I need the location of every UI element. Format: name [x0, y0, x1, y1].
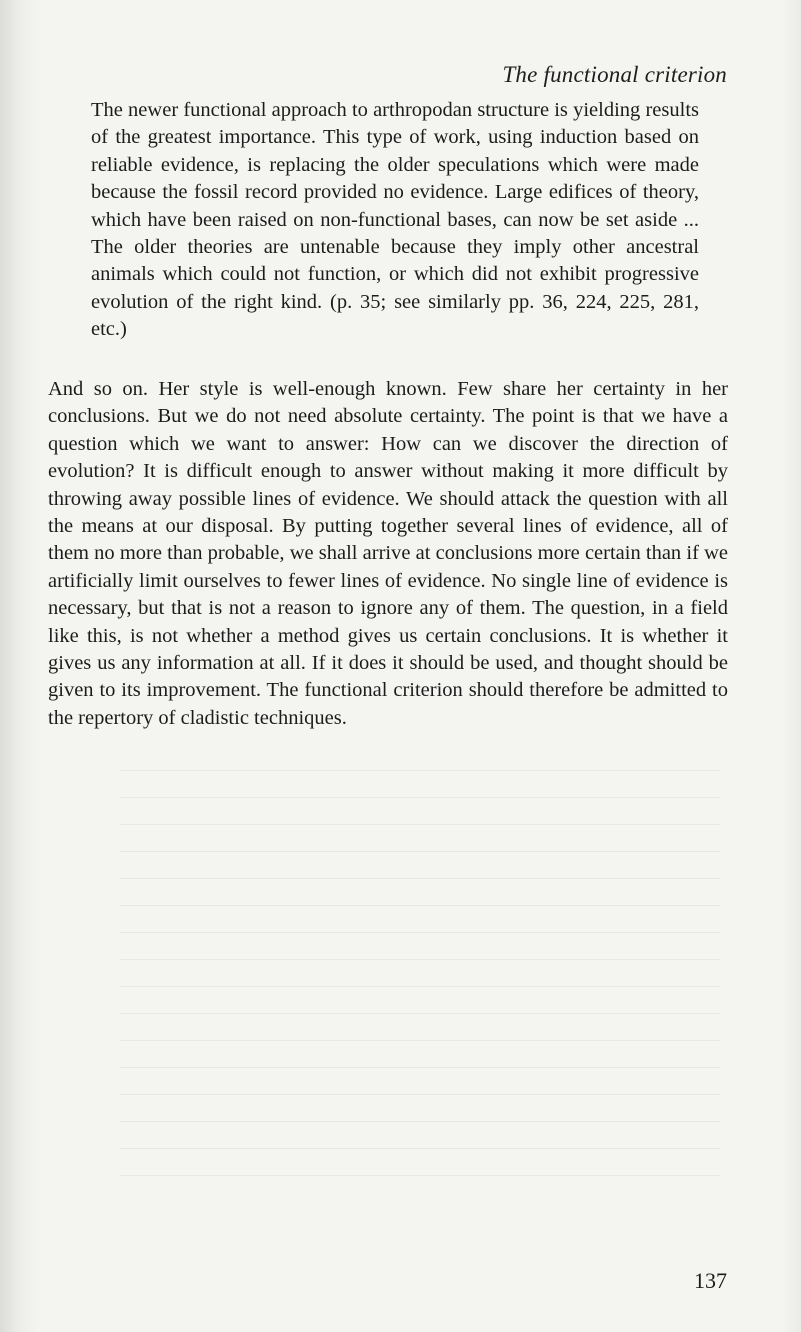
show-through-texture: [120, 770, 720, 1190]
block-quote: The newer functional approach to arthropodan structure is yielding results of the greatest importance. This type of work, using induction based on reliable evidence, is replacing the older speculations which were made because the fossil record provided no evidence. Large edifices of theory, which have been raised on non-functional bases, can now be set aside ... The older theories are untenable because they imply other ancestral animals which could not function, or which did not exhibit progressive evolution of the right kind. (p. 35; see similarly pp. 36, 224, 225, 281, etc.): [91, 99, 699, 341]
body-paragraph: And so on. Her style is well-enough known. Few share her certainty in her conclusions. But we do not need absolute certainty. The point is that we have a question which we want to answer: How can we discover the direction of evolution? It is difficult enough to answer without making it more difficult by throwing away possible lines of evidence. We should attack the question with all the means at our disposal. By putting together several lines of evidence, all of them no more than probable, we shall arrive at conclusions more certain than if we artificially limit ourselves to fewer lines of evidence. No single line of evidence is necessary, but that is not a reason to ignore any of them. The question, in a field like this, is not whether a method gives us certain conclusions. It is whether it gives us any information at all. If it does it should be used, and thought should be given to its improvement. The functional criterion should therefore be admitted to the repertory of cladistic techniques.: [48, 378, 728, 729]
page-number: 137: [694, 1268, 727, 1293]
running-head: The functional criterion: [502, 62, 727, 87]
